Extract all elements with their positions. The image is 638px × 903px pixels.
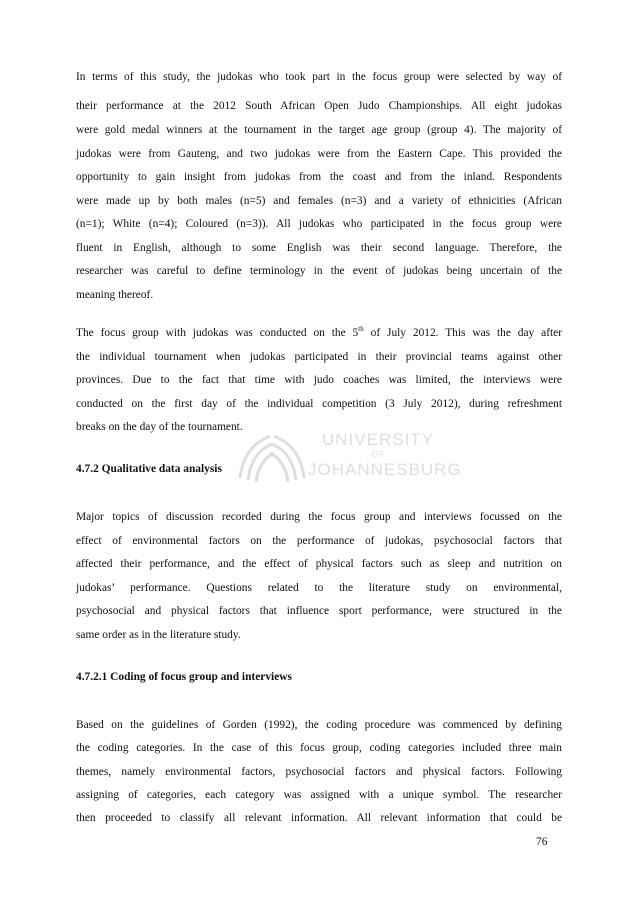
- university-watermark: [232, 428, 462, 488]
- paragraph-1-line: fluent in English, although to some English was their second language. Therefore, the: [76, 242, 562, 254]
- paragraph-4-line: assigning of categories, each category was assigned with a unique symbol. The researcher: [76, 789, 562, 801]
- paragraph-1-line: opportunity to gain insight from judokas from the coast and from the inland. Respondents: [76, 171, 562, 183]
- paragraph-2-line: provinces. Due to the fact that time with judo coaches was limited, the interviews were: [76, 374, 562, 386]
- watermark-university-text: UNIVERSITY: [322, 430, 435, 449]
- paragraph-4-line: then proceeded to classify all relevant information. All relevant information that could be: [76, 812, 562, 824]
- paragraph-3-line: same order as in the literature study.: [76, 629, 241, 641]
- paragraph-3-line: psychosocial and physical factors that influence sport performance, were structured in the: [76, 605, 562, 617]
- paragraph-4-line: themes, namely environmental factors, psychosocial factors and physical factors. Following: [76, 766, 562, 778]
- paragraph-1-line: meaning thereof.: [76, 289, 154, 301]
- paragraph-1-line: In terms of this study, the judokas who took part in the focus group were selected by way of: [76, 71, 562, 83]
- paragraph-2-line: conducted on the first day of the individual competition (3 July 2012), during refreshment: [76, 398, 562, 410]
- paragraph-3-line: effect of environmental factors on the performance of judokas, psychosocial factors that: [76, 535, 562, 547]
- paragraph-2-text: of July 2012. This was the day after: [363, 327, 563, 339]
- subsection-heading: 4.7.2.1 Coding of focus group and interviews: [76, 671, 292, 683]
- paragraph-4-line: Based on the guidelines of Gorden (1992), the coding procedure was commenced by defining: [76, 719, 562, 731]
- paragraph-3-line: affected their performance, and the effect of physical factors such as sleep and nutrition on: [76, 558, 562, 570]
- ordinal-superscript: th: [358, 325, 364, 334]
- paragraph-2-line: breaks on the day of the tournament.: [76, 421, 243, 433]
- paragraph-1-line: were made up by both males (n=5) and females (n=3) and a variety of ethnicities (African: [76, 195, 562, 207]
- paragraph-3-line: judokas’ performance. Questions related to the literature study on environmental,: [76, 582, 562, 594]
- paragraph-1-line: (n=1); White (n=4); Coloured (n=3)). All judokas who participated in the focus group were: [76, 218, 562, 230]
- university-emblem-icon: [232, 428, 312, 488]
- paragraph-1-line: their performance at the 2012 South African Open Judo Championships. All eight judokas: [76, 100, 562, 112]
- paragraph-3-line: Major topics of discussion recorded during the focus group and interviews focussed on the: [76, 511, 562, 523]
- watermark-johannesburg-text: JOHANNESBURG: [308, 460, 462, 479]
- paragraph-2-first-line: [76, 326, 562, 340]
- page-number: 76: [536, 836, 548, 848]
- paragraph-2-line: the individual tournament when judokas participated in their provincial teams against other: [76, 351, 562, 363]
- paragraph-1-line: judokas were from Gauteng, and two judokas were from the Eastern Cape. This provided the: [76, 148, 562, 160]
- paragraph-1-line: researcher was careful to define terminology in the event of judokas being uncertain of the: [76, 265, 562, 277]
- section-heading: 4.7.2 Qualitative data analysis: [76, 463, 222, 475]
- watermark-of-text: OF: [372, 450, 386, 459]
- paragraph-2-text: The focus group with judokas was conducted on the 5: [76, 327, 359, 339]
- paragraph-1-line: were gold medal winners at the tournament in the target age group (group 4). The majority of: [76, 124, 562, 136]
- paragraph-4-line: the coding categories. In the case of this focus group, coding categories included three main: [76, 742, 562, 754]
